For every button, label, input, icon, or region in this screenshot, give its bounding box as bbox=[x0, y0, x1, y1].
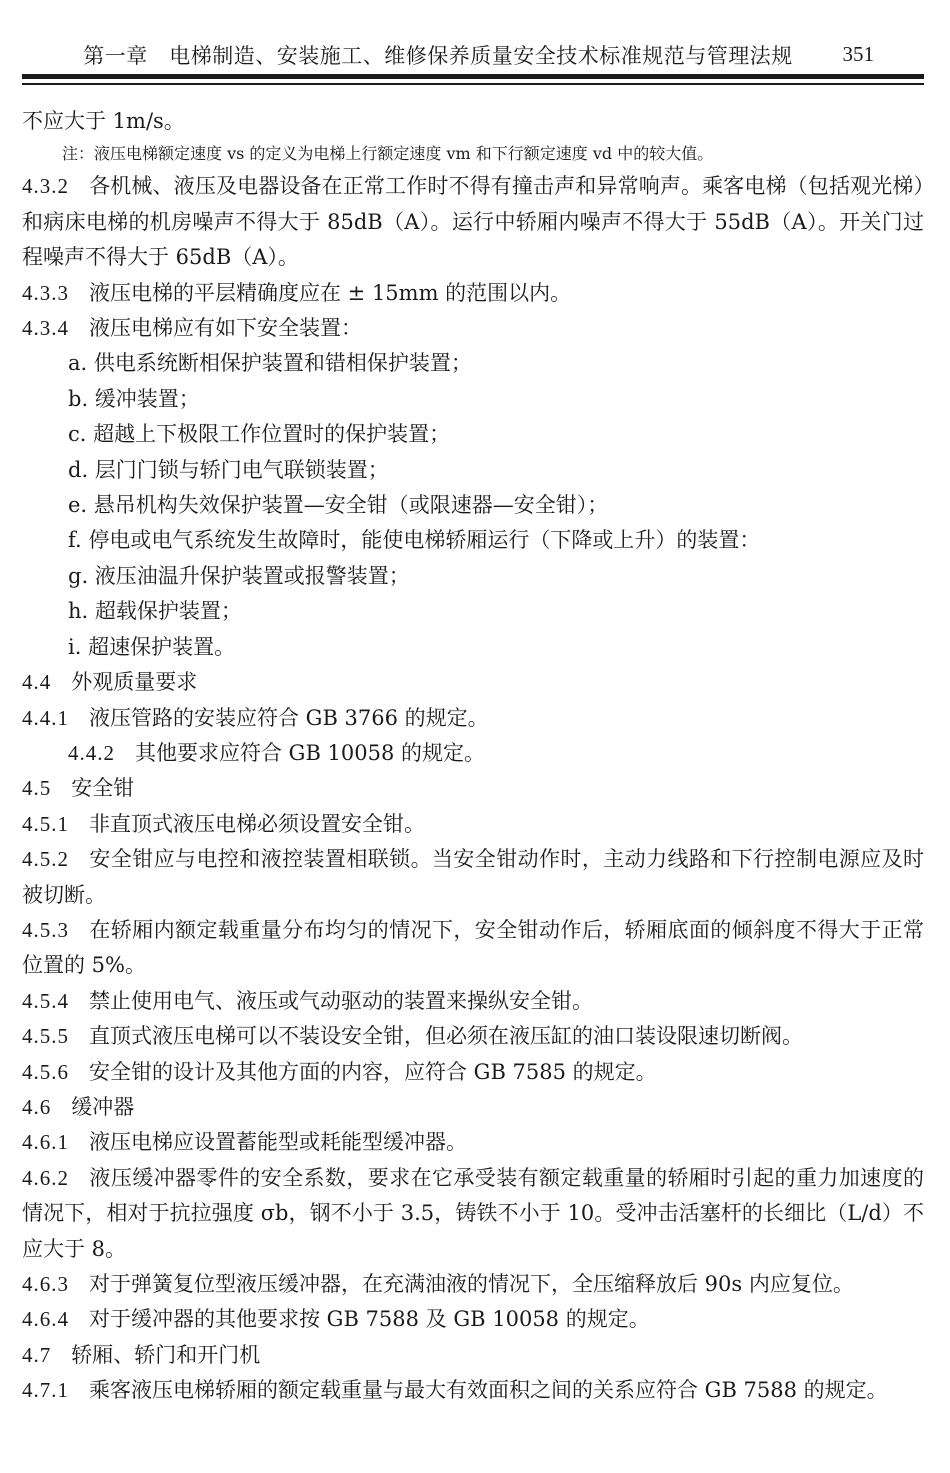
list-item: e. 悬吊机构失效保护装置—安全钳（或限速器—安全钳）； bbox=[68, 493, 609, 518]
clause-number: 4.4.1 bbox=[22, 705, 69, 730]
clause-number: 4.6.3 bbox=[22, 1272, 69, 1296]
clause-4-3-4: 4.3.4 液压电梯应有如下安全装置： bbox=[22, 311, 924, 346]
header-rule-thin bbox=[22, 83, 924, 85]
clause-4-5-2: 4.5.2 安全钳应与电控和液控装置相联锁。当安全钳动作时，主动力线路和下行控制电源应及时被切断。 bbox=[22, 842, 924, 913]
clause-number: 4.6.4 bbox=[22, 1307, 69, 1332]
clause-4-3-3: 4.3.3 液压电梯的平层精确度应在 ± 15mm 的范围以内。 bbox=[22, 276, 924, 311]
clause-4-7-1: 4.7.1 乘客液压电梯轿厢的额定载重量与最大有效面积之间的关系应符合 GB 7588 的规定。 bbox=[22, 1373, 924, 1408]
clause-number: 4.5.3 bbox=[22, 917, 69, 942]
clause-4-5-4: 4.5.4 禁止使用电气、液压或气动驱动的装置来操纵安全钳。 bbox=[22, 984, 924, 1019]
clause-number: 4.6.2 bbox=[22, 1165, 69, 1190]
running-header-title: 第一章 电梯制造、安装施工、维修保养质量安全技术标准规范与管理法规 bbox=[83, 44, 793, 68]
clause-4-6-3: 4.6.3 对于弹簧复位型液压缓冲器，在充满油液的情况下，全压缩释放后 90s 内应复位。 bbox=[22, 1267, 924, 1302]
header-rule-thick bbox=[22, 74, 924, 79]
clause-number: 4.7.1 bbox=[22, 1378, 69, 1403]
section-4-5: 4.5 安全钳 bbox=[22, 771, 924, 806]
clause-4-5-3: 4.5.3 在轿厢内额定载重量分布均匀的情况下，安全钳动作后，轿厢底面的倾斜度不得大于正常位置的 5%。 bbox=[22, 913, 924, 984]
clause-number: 4.7 bbox=[22, 1342, 52, 1367]
clause-number: 4.4 bbox=[22, 670, 52, 695]
list-item: g. 液压油温升保护装置或报警装置； bbox=[68, 563, 410, 588]
note-line: 注：液压电梯额定速度 vs 的定义为电梯上行额定速度 vm 和下行额定速度 vd 中的较大值。 bbox=[62, 144, 714, 164]
clause-4-6-2: 4.6.2 液压缓冲器零件的安全系数，要求在它承受装有额定载重量的轿厢时引起的重力加速度的情况下，相对于抗拉强度 σb，钢不小于 3.5，铸铁不小于 10。受冲击活塞杆的长细比（L/d）不应大于 8。 bbox=[22, 1161, 924, 1267]
clause-number: 4.5.6 bbox=[22, 1059, 69, 1084]
clause-4-5-1: 4.5.1 非直顶式液压电梯必须设置安全钳。 bbox=[22, 807, 924, 842]
clause-number: 4.6.1 bbox=[22, 1130, 69, 1155]
page-number: 351 bbox=[842, 42, 874, 66]
clause-number: 4.3.3 bbox=[22, 280, 69, 305]
list-item: b. 缓冲装置； bbox=[68, 386, 200, 411]
section-4-4: 4.4 外观质量要求 bbox=[22, 665, 924, 700]
list-item: c. 超越上下极限工作位置时的保护装置； bbox=[68, 422, 451, 447]
clause-number: 4.5.4 bbox=[22, 988, 69, 1013]
clause-4-4-2: 4.4.2 其他要求应符合 GB 10058 的规定。 bbox=[22, 736, 924, 771]
section-4-6: 4.6 缓冲器 bbox=[22, 1090, 924, 1125]
clause-number: 4.4.2 bbox=[68, 740, 115, 765]
list-item: i. 超速保护装置。 bbox=[68, 634, 236, 659]
clause-4-5-5: 4.5.5 直顶式液压电梯可以不装设安全钳，但必须在液压缸的油口装设限速切断阀。 bbox=[22, 1019, 924, 1054]
clause-number: 4.6 bbox=[22, 1094, 52, 1119]
clause-number: 4.5.5 bbox=[22, 1024, 69, 1049]
clause-number: 4.5.2 bbox=[22, 847, 69, 872]
list-item: d. 层门门锁与轿门电气联锁装置； bbox=[68, 457, 389, 482]
page-header bbox=[22, 38, 924, 72]
clause-number: 4.3.4 bbox=[22, 316, 69, 341]
page-body bbox=[22, 104, 924, 1409]
clause-4-3-2: 4.3.2 各机械、液压及电器设备在正常工作时不得有撞击声和异常响声。乘客电梯（包括观光梯）和病床电梯的机房噪声不得大于 85dB（A）。运行中轿厢内噪声不得大于 55dB（A）。开关门过程噪声不得大于 65dB（A）。 bbox=[22, 169, 924, 275]
clause-number: 4.3.2 bbox=[22, 174, 69, 199]
list-item: f. 停电或电气系统发生故障时，能使电梯轿厢运行（下降或上升）的装置： bbox=[68, 528, 761, 553]
clause-number: 4.5 bbox=[22, 776, 52, 801]
clause-number: 4.5.1 bbox=[22, 811, 69, 836]
list-item: h. 超载保护装置； bbox=[68, 599, 242, 624]
clause-4-6-1: 4.6.1 液压电梯应设置蓄能型或耗能型缓冲器。 bbox=[22, 1125, 924, 1160]
section-4-7: 4.7 轿厢、轿门和开门机 bbox=[22, 1338, 924, 1373]
clause-4-5-6: 4.5.6 安全钳的设计及其他方面的内容，应符合 GB 7585 的规定。 bbox=[22, 1055, 924, 1090]
clause-4-4-1: 4.4.1 液压管路的安装应符合 GB 3766 的规定。 bbox=[22, 701, 924, 736]
list-item: a. 供电系统断相保护装置和错相保护装置； bbox=[68, 351, 472, 376]
clause-4-6-4: 4.6.4 对于缓冲器的其他要求按 GB 7588 及 GB 10058 的规定。 bbox=[22, 1302, 924, 1337]
body-line: 不应大于 1m/s。 bbox=[22, 109, 185, 133]
